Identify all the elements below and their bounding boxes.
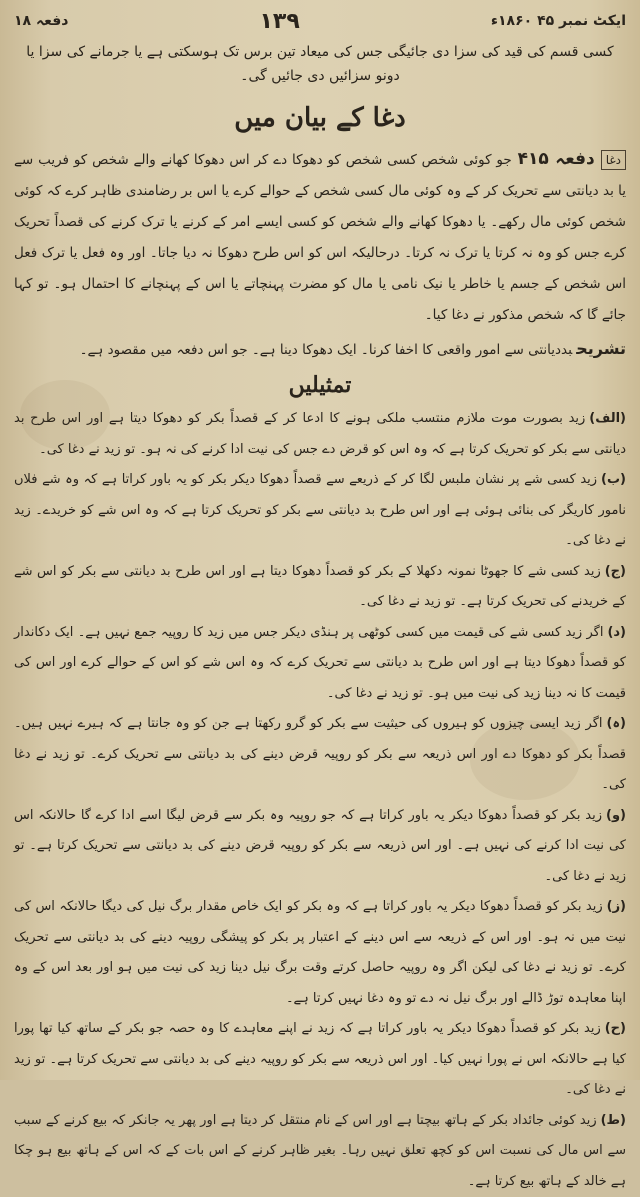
illustration-text: اگر زید ایسی چیزوں کو ہیروں کی حیثیت سے بکر کو گرو رکھتا ہے جن کو وہ جانتا ہے کہ ہیرے نہیں ہیں۔ قصداً بکر کو دھوکا دے اور اس ذریعہ سے بکر کو روپیہ قرض دینے کی بد دیانتی سے تحریک کرے۔ تو زید نے دغا کی۔: [14, 716, 626, 792]
page-header: [14, 8, 626, 34]
section-number: دفعہ ۴۱۵: [518, 149, 595, 169]
explanation-text: بددیانتی سے امور واقعی کا اخفا کرنا۔ ایک دھوکا دینا ہے۔ جو اس دفعہ میں مقصود ہے۔: [80, 342, 573, 358]
illustration-letter: (و): [606, 808, 626, 823]
illustration-item: [14, 1106, 626, 1197]
illustration-letter: (ب): [601, 472, 626, 487]
margin-tag: دغا: [601, 150, 626, 170]
illustration-item: [14, 465, 626, 557]
illustrations-list: [14, 404, 626, 1197]
header-section-reference: دفعہ ۱۸: [14, 13, 68, 29]
illustration-letter: (ز): [607, 899, 626, 914]
illustration-item: [14, 618, 626, 710]
illustration-text: اگر زید کسی شے کی قیمت میں کسی کوٹھی پر ہنڈی دیکر جس میں زید کا روپیہ جمع نہیں ہے۔ ایک دکاندار کو قصداً دھوکا دیتا ہے اور اس طرح بد دیانتی سے تحریک کرے کہ وہ اس شے کو اس کے حوالے کرے اور اس کی قیمت کا نہ دینا زید کی نیت میں ہو۔ تو زید نے دغا کی۔: [14, 625, 626, 701]
explanation-label: تشریح: [576, 339, 626, 358]
illustration-letter: (ج): [605, 564, 626, 579]
illustration-text: زید بکر کو قصداً دھوکا دیکر یہ باور کراتا ہے کہ جو روپیہ وہ بکر سے قرض لیگا اسے ادا کرے گا حالانکہ اس کی نیت ادا کرنے کی نہیں ہے۔ اور اس ذریعہ سے بکر کو روپیہ قرض دینے کی بد دیانتی سے تحریک کرتا ہے۔ تو زید نے دغا کی۔: [14, 808, 626, 884]
section-415: [14, 144, 626, 331]
illustration-text: زید بکر کو قصداً دھوکا دیکر یہ باور کراتا ہے کہ زید نے اپنے معاہدے کا وہ حصہ جو بکر کے ساتھ کیا تھا پورا کیا ہے حالانکہ اس نے پورا نہیں کیا۔ اور اس ذریعہ سے بکر کو روپیہ دینے کی بد دیانتی سے تحریک کرتا ہے۔ تو زید نے دغا کی۔: [14, 1021, 626, 1097]
chapter-title: دغا کے بیان میں: [14, 98, 626, 138]
paper-stain: [470, 720, 580, 800]
illustration-item: [14, 557, 626, 618]
illustration-letter: (ہ): [607, 716, 627, 731]
illustration-text: زید کسی شے کا جھوٹا نمونہ دکھلا کے بکر کو قصداً دھوکا دیتا ہے اور اس طرح بد دیانتی سے بکر کو اس شے کے خریدنے کی تحریک کرتا ہے۔ تو زید نے دغا کی۔: [14, 564, 626, 610]
section-text: جو کوئی شخص کسی شخص کو دھوکا دے کر اس دھوکا کھانے والے شخص کو فریب سے یا بد دیانتی سے تحریک کر کے وہ کوئی مال کسی شخص کے حوالے کرے یا اس بر رضامندی ظاہر کرے کہ کوئی شخص کوئی مال رکھے۔ یا دھوکا کھانے والے شخص کو کسی ایسے امر کے کرنے یا ترک کرنے کی قصداً تحریک کرے جس کو وہ نہ کرتا یا ترک نہ کرتا۔ درحالیکہ اس کو اس طرح دھوکا نہ دیا جاتا۔ اور وہ فعل یا ترک فعل اس شخص کے جسم یا خاطر یا نیک نامی یا مال کو مضرت پہنچاتے یا اس کے پہنچانے کا احتمال ہو۔ تو کہا جائے گا کہ شخص مذکور نے دغا کیا۔: [14, 152, 626, 323]
illustration-letter: (ط): [601, 1113, 626, 1128]
illustration-letter: (ح): [605, 1021, 626, 1036]
illustration-item: [14, 801, 626, 893]
illustration-text: زید کسی شے پر نشان ملبس لگا کر کے ذریعے سے قصداً دھوکا دیکر بکر کو یہ باور کراتا ہے کہ وہ شے فلاں نامور کاریگر کی بنائی ہوئی ہے اور اس طرح بد دیانتی سے بکر کو تحریک کرتا ہے کہ وہ اس شے کو خریدے۔ زید نے دغا کی۔: [14, 472, 626, 548]
illustration-item: [14, 1014, 626, 1106]
illustrations-title: تمثیلیں: [14, 368, 626, 402]
intro-text: کسی قسم کی قید کی سزا دی جائیگی جس کی میعاد تین برس تک ہوسکتی ہے یا جرمانے کی سزا یا دونو سزائیں دی جائیں گی۔: [14, 40, 626, 88]
illustration-letter: (الف): [589, 411, 626, 426]
page-number: ۱۳۹: [259, 9, 299, 34]
paper-stain: [20, 380, 110, 450]
illustration-text: زید بصورت موت ملازم منتسب ملکی ہونے کا ادعا کر کے قصداً بکر کو دھوکا دیتا ہے اور اس طرح بد دیانتی سے بکر کو تحریک کرتا ہے کہ وہ اس کو قرض دے جس کی نیت ادا کرنے کی نہ ہو۔ تو زید نے دغا کی۔: [14, 411, 626, 457]
illustration-item: [14, 892, 626, 1014]
illustration-text: زید کوئی جائداد بکر کے ہاتھ بیچتا ہے اور اس کے نام منتقل کر دیتا ہے اور پھر یہ جانکر کہ بیع کرنے کے سبب سے اس مال کی نسبت اس کو کچھ تعلق نہیں رہا۔ بغیر ظاہر کرنے کے اس بات کے کہ اس کے ہاتھ بیع ہو چکا ہے خالد کے ہاتھ بیع کرتا ہے۔: [14, 1113, 626, 1189]
illustration-text: زید بکر کو قصداً دھوکا دیکر یہ باور کراتا ہے کہ وہ بکر کو ایک خاص مقدار برگ نیل کی دیگا حالانکہ اس کی نیت میں نہ ہو۔ اور اس کے ذریعہ سے اس دینے کے اعتبار پر بکر کو پیشگی روپیہ دینے کی بد دیانتی سے تحریک کرے۔ تو زید نے دغا کی لیکن اگر وہ روپیہ حاصل کرتے وقت برگ نیل دینا زید کی نیت میں ہو اور بعد اس کے وہ اپنا معاہدہ توڑ ڈالے اور برگ نیل نہ دے تو وہ دغا نہیں کرتا ہے۔: [14, 899, 626, 1006]
header-act-reference: ایکٹ نمبر ۴۵ ۱۸۶۰ء: [491, 13, 626, 29]
explanation: [14, 335, 626, 364]
illustration-letter: (د): [607, 625, 626, 640]
